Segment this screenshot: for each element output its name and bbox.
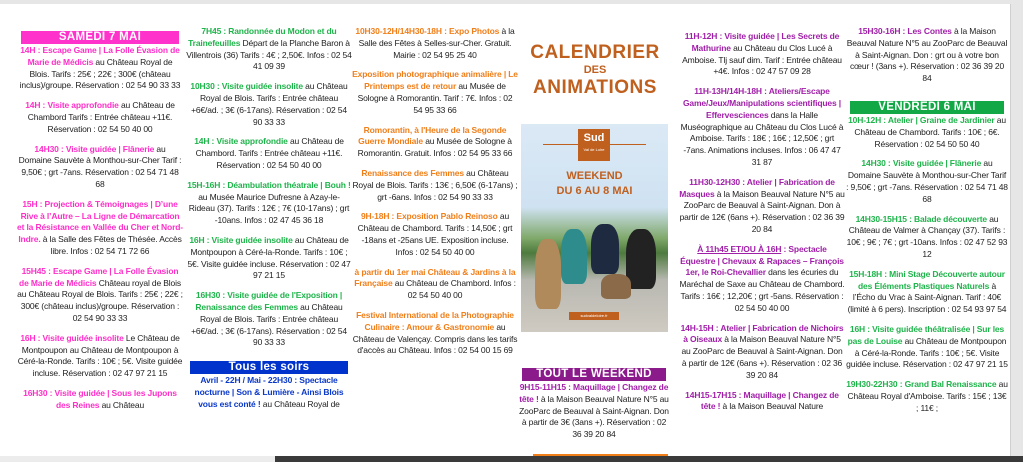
divider — [610, 144, 646, 145]
event-title: 14H-15H : Atelier | Fabrication de Nichoirs à Oiseaux — [680, 322, 844, 345]
event-item — [17, 45, 183, 92]
event-item — [846, 379, 1008, 414]
event-title: 15H45 : Escape Game | La Folle Évasion de Marie de Médicis — [19, 265, 179, 288]
event-title: 19H30-22H30 : Grand Bal Renaissance — [846, 379, 997, 390]
event-item — [352, 310, 518, 357]
day-header: SAMEDI 7 MAI — [21, 31, 179, 44]
event-item — [186, 375, 352, 410]
event-details: au Château de Montpoupon à Céré-la-Ronde. Tarifs : 10€ ; 5€. Visite guidée incluse. Réservation : 02 47 97 21 15 — [187, 234, 351, 281]
event-title: 14H : Escape Game | La Folle Évasion de Marie de Médicis — [20, 45, 180, 67]
headline-line: DU 6 AU 8 MAI — [556, 185, 633, 197]
taskbar — [275, 456, 1023, 462]
event-details: Château royal de Blois au Château Royal de Blois. Tarifs : 25€ ; 22€ ; 300€ (château inclus)/groupe. Réservation : 02 54 90 33 33 — [17, 277, 183, 323]
event-item — [846, 324, 1008, 371]
event-time: À 11h45 ET/OU À 16H — [697, 243, 782, 254]
event-title: 16H30 : Visite guidée | Sous les Jupons des Reines — [23, 387, 177, 410]
event-details: à la Maison Beauval Nature — [720, 401, 824, 412]
column-saturday — [17, 31, 183, 420]
event-details: à la Salle des Fêtes de Thésée. Accès libre. Infos : 02 54 71 72 66 — [40, 234, 182, 256]
event-details: Départ de la Planche Baron à Villentrois (36) Tarifs : 4€ ; 2,50€. Infos : 02 54 41 09 39 — [186, 37, 352, 72]
event-item — [846, 26, 1008, 85]
event-item — [352, 125, 518, 160]
column-events — [679, 31, 845, 421]
event-details: au Château Royal de Blois. Tarifs : 13€ ; 6,50€ (6-17ans) ; grt -6ans. Infos : 02 54 90 33 33 — [352, 167, 518, 202]
document-page — [0, 4, 1011, 456]
event-item — [679, 323, 845, 382]
event-title: 14H30-15H15 : Balade découverte — [855, 213, 988, 224]
event-title: 16H : Visite guidée insolite — [20, 332, 124, 343]
event-item — [17, 100, 183, 135]
event-item — [679, 31, 845, 78]
event-item — [186, 136, 352, 171]
event-title: 7H45 : Randonnée du Modon et du Trainefeuilles — [188, 26, 337, 48]
event-title: Romorantin, à l'Heure de la Segonde Guerre Mondiale — [358, 124, 507, 147]
column-expositions — [352, 26, 518, 365]
event-details: au Château de Chambord Tarifs : Entrée château +11€. Réservation : 02 54 50 40 00 — [27, 100, 175, 134]
event-item — [846, 214, 1008, 261]
event-details: au Musée Maurice Dufresne à Azay-le-Rideau (37). Tarifs : 12€ ; 7€ (10-17ans) ; grt -10ans. Infos : 02 47 45 36 18 — [188, 191, 350, 226]
event-title: 9H15-11H15 : Maquillage | Changez de tête ! — [519, 382, 669, 404]
event-item — [186, 81, 352, 128]
logo-subtext: Val de Loire — [583, 147, 605, 152]
column-friday — [846, 26, 1008, 423]
event-details: au Château — [99, 399, 145, 410]
divider — [543, 144, 578, 145]
event-details: au Château de Chambord. Tarifs : Entrée château +11€. Réservation : 02 54 50 40 00 — [195, 136, 344, 170]
event-details: au Château Royal d'Amboise. Tarifs : 15€ ; 13€ ; 11€ ; — [847, 379, 1008, 413]
event-title: à partir du 1er mai Château & Jardins à la Française — [354, 266, 516, 289]
event-details: au Château Royal de Blois. Tarifs : 25€ ; 22€ ; 300€ (château inclus)/groupe. Réservation : 02 54 90 33 33 — [19, 56, 181, 91]
event-title: 14H : Visite approfondie — [25, 100, 119, 111]
event-details: au Domaine Sauvète à Monthou-sur-Cher Tarif : 9,50€ ; grt -7ans. Réservation : 02 54 71 48 68 — [18, 143, 182, 189]
event-details: dans les écuries du Maréchal de Saxe au Château de Chambord. Tarifs : 16€ ; 12,20€ ; grt -5ans. Réservation : 02 54 50 40 00 — [679, 267, 845, 313]
event-item — [679, 86, 845, 169]
poster-url: sudvaldeloire.fr — [569, 312, 619, 320]
event-title: 14H15-17H15 : Maquillage | Changez de tête ! — [685, 389, 839, 412]
event-details: au Château Royal de — [260, 398, 340, 409]
event-title: 16H30 : Visite guidée de l'Exposition | Renaissance des Femmes — [195, 290, 343, 312]
event-title: 14H30 : Visite guidée | Flânerie — [861, 158, 982, 169]
person-shape — [535, 239, 561, 309]
column-saturday-cont — [186, 26, 352, 419]
event-title: 14H30 : Visite guidée | Flânerie — [34, 143, 155, 154]
event-details: au Château de Montpoupon à Céré-la-Ronde. Tarifs : 10€ ; 5€. Visite guidée incluse. Réservation : 02 47 97 21 15 — [846, 335, 1008, 370]
event-item — [17, 388, 183, 412]
event-details: au Château Royal de Blois. Tarifs : Entrée château +6€/ad. ; 3€ (6-17ans). Réservation : 02 54 90 33 33 — [191, 301, 347, 348]
event-details: à la Maison Beauval Nature N°5 au ZooParc de Beauval à Saint-Aignan. Don à partir de 12€ (6ans +). Réservation : 02 36 39 20 84 — [681, 334, 843, 380]
person-shape — [626, 229, 656, 289]
event-item — [679, 177, 845, 236]
event-details: au Château Royal de Blois. Tarifs : Entrée château +6€/ad. ; 3€ (6-17ans). Réservation : 02 54 90 33 33 — [191, 81, 348, 127]
event-item — [186, 235, 352, 282]
event-details: au Château de Valmer à Chançay (37). Tarifs : 10€ ; 9€ ; 7€ ; grt -10ans. Infos : 02 47 52 93 12 — [846, 213, 1008, 259]
event-item — [17, 199, 183, 258]
event-title: 9H-18H : Exposition Pablo Reinoso — [360, 211, 498, 222]
sud-logo — [578, 129, 610, 161]
event-title: Avril - 22H / Mai - 22H30 : Spectacle nocturne | Son & Lumière - Ainsi Blois vous est conté ! — [194, 375, 344, 409]
event-details: au Musée de Sologne à Romorantin. Gratuit. Infos : 02 54 95 33 66 — [357, 136, 513, 159]
event-item — [17, 333, 183, 380]
status-strip — [0, 456, 275, 462]
event-item — [846, 115, 1008, 150]
event-item — [17, 144, 183, 191]
calendar-title — [522, 42, 668, 99]
day-header: TOUT LE WEEKEND — [522, 368, 666, 381]
headline-line: WEEKEND — [566, 170, 623, 182]
table-shape — [601, 274, 631, 299]
event-details: à la Salle des Fêtes à Selles-sur-Cher. Gratuit. Mairie : 02 54 95 25 40 — [358, 26, 515, 60]
title-line: DES — [583, 64, 607, 76]
event-item — [352, 69, 518, 116]
event-title: 11H-12H : Visite guidée | Les Secrets de Mathurine — [684, 31, 840, 53]
event-item — [352, 26, 518, 61]
event-details: au Château de Chambord. Tarifs : 10€ ; 6€. Réservation : 02 54 50 50 40 — [854, 114, 1006, 149]
event-details: au Château du Clos Lucé à Amboise. Tlj sauf dim. Tarif : Entrée château +4€. Infos : 02 47 57 09 28 — [682, 42, 842, 77]
event-details: à la Maison Beauval Nature N°5 au ZooParc de Beauval à Saint-Aignan. Don à partir de 12€ (6ans +). Réservation : 02 36 39 20 84 — [679, 188, 845, 234]
event-details: au Musée de Sologne à Romorantin. Tarif : 7€. Infos : 02 54 95 33 66 — [357, 81, 513, 115]
column-weekend — [518, 368, 670, 449]
event-item — [518, 382, 670, 441]
event-item — [186, 26, 352, 73]
event-details: au Château de Chambord. Tarifs : 14,50€ ; grt -18ans et -25ans UE. Exposition incluse. Infos : 02 54 50 40 00 — [357, 211, 513, 257]
event-details: au Château de Chambord. Infos : 02 54 50 40 00 — [392, 278, 516, 301]
person-shape — [561, 229, 587, 284]
event-details: dans la Halle Muséographique au Château du Clos Lucé à Amboise. Tarifs : 18€ ; 16€ ; 12,50€ ; grt -7ans. Animations incluses. Infos : 06 47 47 31 87 — [680, 109, 844, 167]
event-title: 15H : Projection & Témoignages | D’une Rive à l’Autre – La Ligne de Démarcation et la Résistance en Vallée du Cher et Nord-Indre. — [17, 198, 183, 245]
event-details: Le Château de Montpoupon au Château de Montpoupon à Céré-la-Ronde. Tarifs : 10€ ; 5€. Visite guidée incluse. Réservation : 02 47 97 21 15 — [17, 332, 183, 379]
event-item — [186, 290, 352, 349]
event-title: 14H : Visite approfondie — [194, 136, 288, 147]
poster-image — [521, 124, 668, 332]
event-title: 15H30-16H : Les Contes — [858, 26, 952, 36]
event-item — [846, 269, 1008, 316]
event-item — [352, 211, 518, 258]
event-item — [352, 168, 518, 203]
logo-text: Sud — [583, 132, 605, 144]
title-line: ANIMATIONS — [533, 77, 657, 98]
person-shape — [591, 224, 619, 274]
event-title: 15H-16H : Déambulation théatrale | Bouh ! — [187, 179, 351, 190]
event-title: Festival International de la Photographie Culinaire : Amour & Gastronomie — [356, 309, 514, 332]
event-item — [352, 267, 518, 302]
poster-headline — [521, 169, 668, 199]
event-title: 15H-18H : Mini Stage Découverte autour des Éléments Plastiques Naturels — [849, 268, 1005, 291]
event-item — [679, 244, 845, 315]
event-details: au Domaine Sauvète à Monthou-sur-Cher Tarif : 9,50€ ; grt -7ans. Réservation : 02 54 71 48 68 — [846, 158, 1008, 204]
event-details: à la Maison Beauval Nature N°5 au ZooParc de Beauval à Saint-Aignan. Don : grt ou à votre bon cœur ! (3ans +). Réservation : 02 36 39 20 84 — [846, 26, 1008, 84]
event-details: à la Maison Beauval Nature N°5 au ZooParc de Beauval à Saint-Aignan. Don à partir de 3€ (3ans +). Réservation : 02 36 39 20 84 — [519, 393, 669, 440]
event-item — [846, 158, 1008, 205]
day-header: VENDREDI 6 MAI — [850, 101, 1004, 114]
day-header: Tous les soirs — [190, 361, 348, 374]
event-title: 16H : Visite guidée théâtralisée | Sur les pas de Louise — [847, 323, 1005, 346]
title-line: CALENDRIER — [530, 42, 660, 63]
event-details: au Château de Valençay. Compris dans les tarifs d'accès au Château. Infos : 02 54 00 15 69 — [352, 321, 518, 356]
event-item — [679, 390, 845, 414]
event-title: Renaissance des Femmes — [361, 167, 464, 178]
event-details: à l’Écho du Vrac à Saint-Aignan. Tarif : 40€ (limité à 6 pers). Inscription : 02 54 93 97 54 — [847, 280, 1007, 315]
event-title: 10H-12H : Atelier | Graine de Jardinier — [848, 114, 995, 125]
event-title: 11H30-12H30 : Atelier | Fabrication de Masques — [679, 176, 835, 199]
event-title: 16H : Visite guidée insolite — [189, 234, 293, 245]
event-title: 10H30-12H/14H30-18H : Expo Photos — [355, 26, 500, 36]
event-title: Exposition photographique animalière | Le Printemps est de retour — [352, 69, 518, 92]
event-title: : Spectacle Équestre | Chevaux & Rapaces – François 1er, le Roi-Chevallier — [680, 243, 844, 278]
event-item — [186, 180, 352, 227]
event-title: 10H30 : Visite guidée insolite — [190, 81, 303, 92]
event-item — [17, 266, 183, 325]
event-title: 11H-13H/14H-18H : Ateliers/Escape Game/Jeux/Manipulations scientifiques | Effervesciences — [682, 86, 842, 120]
